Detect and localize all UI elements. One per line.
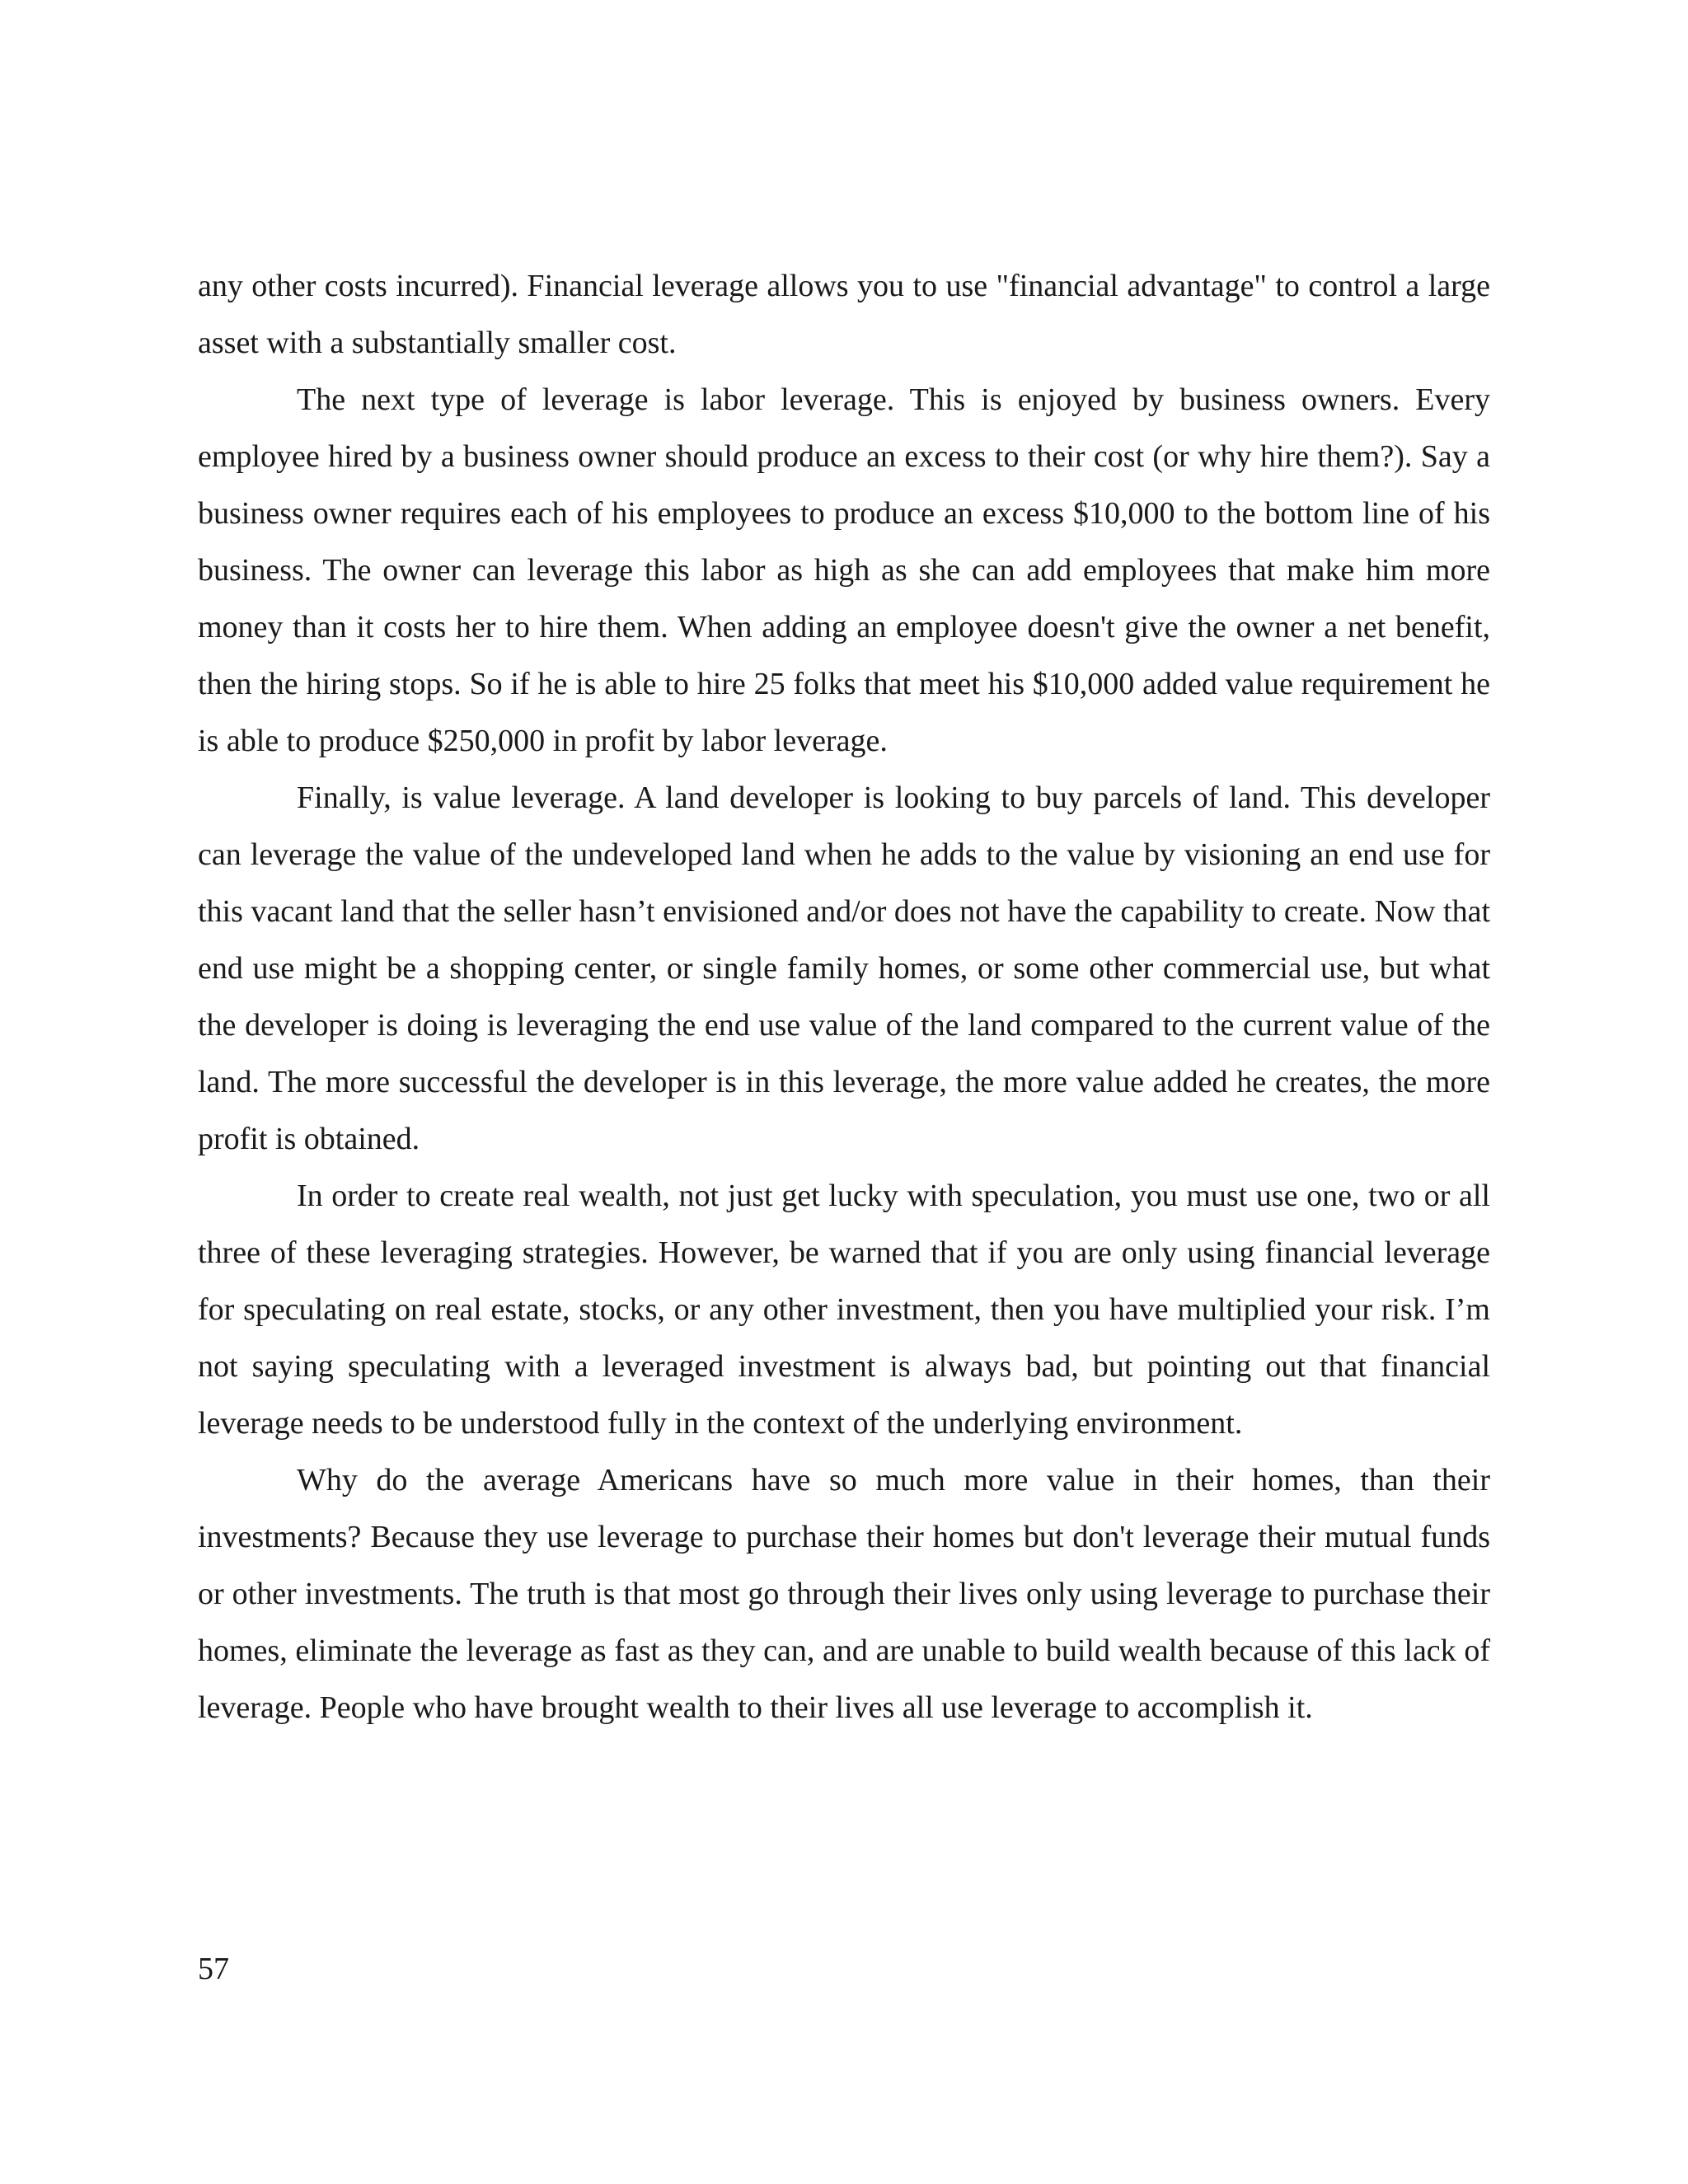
paragraph-financial-leverage-end: any other costs incurred). Financial leverage allows you to use "financial advantage" to control a large asset with a substantially smaller cost. bbox=[198, 269, 1490, 360]
body-text bbox=[198, 258, 1490, 1736]
page-number: 57 bbox=[198, 1952, 229, 1986]
paragraph-value-leverage: Finally, is value leverage. A land developer is looking to buy parcels of land. This developer can leverage the value of the undeveloped land when he adds to the value by visioning an end use for this vacant land that the seller hasn’t envisioned and/or does not have the capability to create. Now that end use might be a shopping center, or single family homes, or some other commercial use, but what the developer is doing is leveraging the end use value of the land compared to the current value of the land. The more successful the developer is in this leverage, the more value added he creates, the more profit is obtained. bbox=[198, 780, 1490, 1156]
paragraph-average-americans: Why do the average Americans have so much more value in their homes, than their investments? Because they use leverage to purchase their homes but don't leverage their mutual funds or other investments. The truth is that most go through their lives only using leverage to purchase their homes, eliminate the leverage as fast as they can, and are unable to build wealth because of this lack of leverage. People who have brought wealth to their lives all use leverage to accomplish it. bbox=[198, 1463, 1490, 1725]
paragraph-labor-leverage: The next type of leverage is labor leverage. This is enjoyed by business owners. Every employee hired by a business owner should produce an excess to their cost (or why hire them?). Say a business owner requires each of his employees to produce an excess $10,000 to the bottom line of his business. The owner can leverage this labor as high as she can add employees that make him more money than it costs her to hire them. When adding an employee doesn't give the owner a net benefit, then the hiring stops. So if he is able to hire 25 folks that meet his $10,000 added value requirement he is able to produce $250,000 in profit by labor leverage. bbox=[198, 382, 1490, 758]
paragraph-real-wealth: In order to create real wealth, not just get lucky with speculation, you must use one, two or all three of these leveraging strategies. However, be warned that if you are only using financial leverage for speculating on real estate, stocks, or any other investment, then you have multiplied your risk. I’m not saying speculating with a leveraged investment is always bad, but pointing out that financial leverage needs to be understood fully in the context of the underlying environment. bbox=[198, 1179, 1490, 1441]
